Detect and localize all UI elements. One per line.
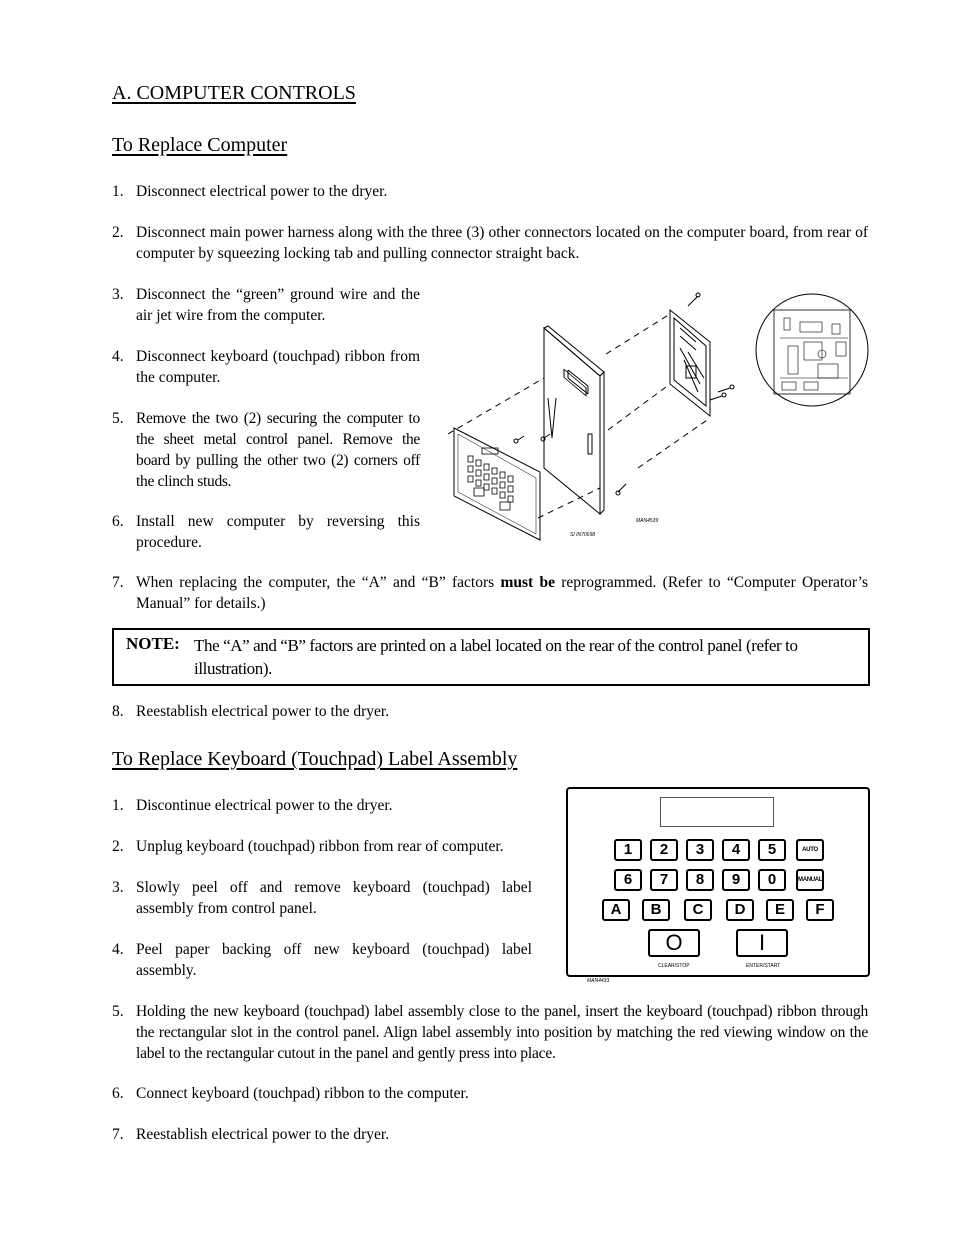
keypad-key: 6 — [614, 869, 642, 891]
step-text-part: reprogrammed. (Refer to “Computer Operator’s Manual” for details.) — [136, 574, 869, 612]
step-text: Reestablish electrical power to the dryer. — [136, 1126, 390, 1143]
step-text — [136, 572, 868, 614]
figure-code: MAN4433 — [587, 978, 610, 984]
keypad-illustration — [566, 787, 870, 977]
keypad-key: 5 — [758, 839, 786, 861]
step-text: Disconnect keyboard (touchpad) ribbon from the computer. — [136, 348, 420, 386]
keypad-key: C — [684, 899, 712, 921]
step-number: 1. — [112, 797, 124, 814]
figure-code: SI IN70698 — [570, 532, 596, 538]
note-label: NOTE: — [126, 634, 180, 653]
step-text: Remove the two (2) securing the computer to the sheet metal control panel. Remove the board by pulling the other two (2) corners off the clinch studs. — [136, 410, 420, 490]
step-number: 6. — [112, 513, 124, 530]
keypad-key: 4 — [722, 839, 750, 861]
keypad-key-enter: I — [736, 929, 788, 957]
computer-assembly-illustration — [448, 288, 872, 544]
step-number: 4. — [112, 348, 124, 365]
step-text: Discontinue electrical power to the dryer. — [136, 797, 393, 814]
step-number: 3. — [112, 879, 124, 896]
keypad-key: B — [642, 899, 670, 921]
step-number: 5. — [112, 1003, 124, 1020]
step-number: 2. — [112, 224, 124, 241]
step-number: 8. — [112, 703, 124, 720]
section-title: A. COMPUTER CONTROLS — [112, 82, 356, 104]
step-number: 4. — [112, 941, 124, 958]
step-number: 5. — [112, 410, 124, 427]
step-text: Disconnect main power harness along with the three (3) other connectors located on the computer board, from rear of computer by squeezing locking tab and pulling connector straight back. — [136, 224, 868, 262]
step-number: 7. — [112, 1126, 124, 1143]
keypad-key: 1 — [614, 839, 642, 861]
step-text-emphasis: must be — [500, 574, 555, 591]
keypad-key: 7 — [650, 869, 678, 891]
keypad-key: 0 — [758, 869, 786, 891]
step-text: Disconnect the “green” ground wire and the air jet wire from the computer. — [136, 286, 420, 324]
figure-code: MAN4539 — [636, 518, 659, 524]
note-text: The “A” and “B” factors are printed on a label located on the rear of the control panel (refer to illustration). — [194, 636, 798, 678]
step-number: 3. — [112, 286, 124, 303]
keypad-key: 8 — [686, 869, 714, 891]
keypad-key: F — [806, 899, 834, 921]
keypad-key: 3 — [686, 839, 714, 861]
step-text-part: When replacing the computer, the “A” and “B” factors — [136, 574, 501, 591]
keypad-key-clear: O — [648, 929, 700, 957]
keypad-key: 2 — [650, 839, 678, 861]
step-text: Unplug keyboard (touchpad) ribbon from rear of computer. — [136, 838, 504, 855]
keypad-key-manual: MANUAL — [796, 869, 824, 891]
step-text: Install new computer by reversing this procedure. — [136, 513, 420, 551]
step-text: Holding the new keyboard (touchpad) label assembly close to the panel, insert the keyboard (touchpad) ribbon through the rectangular slot in the control panel. Align label assembly into position by matching the red viewing window on the label to the rectangular cutout in the panel and gently press into place. — [136, 1003, 868, 1062]
enter-start-label: ENTER/START — [746, 963, 781, 969]
step-text: Disconnect electrical power to the dryer. — [136, 183, 388, 200]
step-number: 7. — [112, 574, 124, 591]
keypad-key: E — [766, 899, 794, 921]
keypad-key: D — [726, 899, 754, 921]
subsection-title-replace-computer: To Replace Computer — [112, 134, 288, 156]
step-number: 1. — [112, 183, 124, 200]
display-window — [660, 797, 774, 827]
step-text: Reestablish electrical power to the dryer. — [136, 703, 390, 720]
step-number: 2. — [112, 838, 124, 855]
clear-stop-label: CLEAR/STOP — [658, 963, 690, 969]
step-number: 6. — [112, 1085, 124, 1102]
note-box — [112, 628, 870, 686]
subsection-title-replace-keyboard: To Replace Keyboard (Touchpad) Label Assembly — [112, 748, 518, 770]
step-text: Peel paper backing off new keyboard (touchpad) label assembly. — [136, 941, 532, 979]
keypad-key-auto: AUTO — [796, 839, 824, 861]
keypad-key: A — [602, 899, 630, 921]
keypad-key: 9 — [722, 869, 750, 891]
step-text: Connect keyboard (touchpad) ribbon to the computer. — [136, 1085, 469, 1102]
step-text: Slowly peel off and remove keyboard (touchpad) label assembly from control panel. — [136, 879, 532, 917]
